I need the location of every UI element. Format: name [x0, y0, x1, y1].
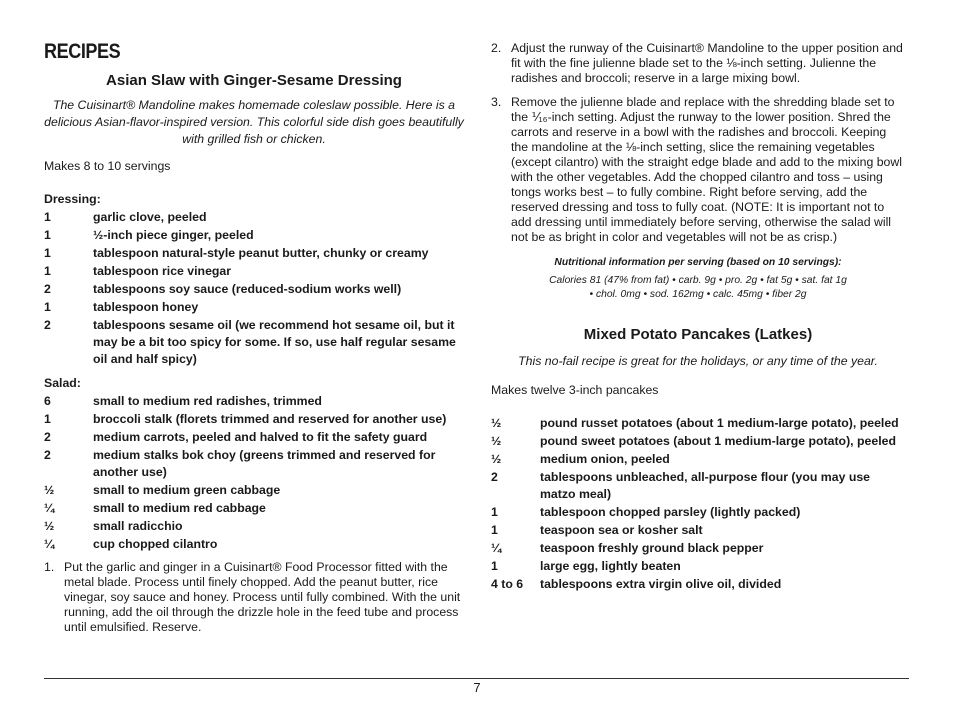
ingredient-row	[44, 209, 464, 226]
ingredient-quantity: 1	[44, 228, 51, 242]
ingredient-quantity: 2	[44, 430, 51, 444]
ingredient-text: cup chopped cilantro	[93, 537, 218, 551]
ingredient-text: broccoli stalk (florets trimmed and reserved for another use)	[93, 412, 447, 426]
ingredient-row	[491, 522, 905, 539]
ingredient-row	[491, 433, 905, 450]
latke-ingredient-list	[491, 415, 905, 593]
ingredient-text: teaspoon sea or kosher salt	[540, 523, 703, 537]
ingredient-row	[44, 411, 464, 428]
recipe-step	[491, 95, 905, 245]
ingredient-quantity: 1	[44, 300, 51, 314]
ingredient-text: small to medium red radishes, trimmed	[93, 394, 322, 408]
ingredient-quantity: 1	[491, 505, 498, 519]
ingredient-text: medium onion, peeled	[540, 452, 670, 466]
ingredient-quantity: 2	[44, 318, 51, 332]
ingredient-row	[44, 263, 464, 280]
ingredient-text: tablespoons soy sauce (reduced-sodium works well)	[93, 282, 402, 296]
ingredient-text: large egg, lightly beaten	[540, 559, 681, 573]
step-number: 2.	[491, 41, 502, 55]
ingredient-text: small to medium red cabbage	[93, 501, 266, 515]
ingredient-text: pound sweet potatoes (about 1 medium-large potato), peeled	[540, 434, 896, 448]
ingredient-quantity: ½	[491, 452, 502, 466]
salad-label: Salad:	[44, 376, 81, 390]
ingredient-quantity: ½	[44, 519, 55, 533]
ingredient-row	[491, 558, 905, 575]
ingredient-row	[491, 451, 905, 468]
step-text: Adjust the runway of the Cuisinart® Mandoline to the upper position and fit with the fine julienne blade set to the ⅛-inch setting. Julienne the radishes and broccoli; reserve in a large mixing bowl.	[511, 41, 903, 85]
recipe-title-asian-slaw: Asian Slaw with Ginger-Sesame Dressing	[106, 72, 402, 89]
ingredient-text: ½-inch piece ginger, peeled	[93, 228, 254, 242]
ingredient-row	[44, 227, 464, 244]
ingredient-row	[44, 447, 464, 481]
nutrition-line: • chol. 0mg • sod. 162mg • calc. 45mg • fiber 2g	[589, 289, 807, 300]
ingredient-text: pound russet potatoes (about 1 medium-large potato), peeled	[540, 416, 899, 430]
ingredient-row	[491, 415, 905, 432]
ingredient-quantity: 1	[44, 412, 51, 426]
page-title: RECIPES	[44, 40, 121, 63]
ingredient-text: teaspoon freshly ground black pepper	[540, 541, 764, 555]
servings-text: Makes twelve 3-inch pancakes	[491, 383, 659, 397]
step-text: Put the garlic and ginger in a Cuisinart® Food Processor fitted with the metal blade. Process until finely chopped. Add the peanut butter, rice vinegar, soy sauce and honey. Process until fully combined. With the unit running, add the oil through the drizzle hole in the feed tube and process until emulsified. Reserve.	[64, 560, 461, 634]
ingredient-quantity: 2	[44, 448, 51, 462]
dressing-ingredient-list	[44, 209, 464, 368]
ingredient-text: tablespoons unbleached, all-purpose flour (you may use matzo meal)	[540, 470, 871, 501]
ingredient-quantity: ¼	[44, 501, 55, 515]
ingredient-text: small radicchio	[93, 519, 183, 533]
step-number: 1.	[44, 560, 55, 574]
ingredient-quantity: ½	[491, 416, 502, 430]
step-number: 3.	[491, 95, 502, 109]
ingredient-row	[44, 536, 464, 553]
ingredient-quantity: 1	[491, 559, 498, 573]
ingredient-row	[44, 518, 464, 535]
salad-ingredient-list	[44, 393, 464, 553]
nutrition-title: Nutritional information per serving (based on 10 servings):	[554, 257, 842, 268]
ingredient-text: tablespoon chopped parsley (lightly packed)	[540, 505, 801, 519]
ingredient-row	[44, 281, 464, 298]
ingredient-text: tablespoons extra virgin olive oil, divided	[540, 577, 782, 591]
recipe-step	[491, 41, 905, 86]
ingredient-quantity: 4 to 6	[491, 577, 524, 591]
ingredient-row	[44, 299, 464, 316]
ingredient-row	[44, 482, 464, 499]
ingredient-text: tablespoon honey	[93, 300, 199, 314]
ingredient-row	[44, 500, 464, 517]
ingredient-text: tablespoons sesame oil (we recommend hot sesame oil, but it may be a bit too spicy for some. If so, use half regular sesame oil and half spicy)	[93, 318, 456, 366]
ingredient-quantity: 1	[491, 523, 498, 537]
page-number: 7	[473, 680, 481, 695]
step-text: Remove the julienne blade and replace with the shredding blade set to the ⅟₁₆-inch setting. Adjust the runway to the lower position. Shred the carrots and reserve in a bowl with the radishes and broccoli. Keeping the mandoline at the ⅛-inch setting, slice the remaining vegetables (except cilantro) with the straight edge blade and add to the mixing bowl with the other vegetables. Add the chopped cilantro and toss – using tongs works best – to fully combine. Right before serving, add the reserved dressing and toss to fully coat. (NOTE: It is important not to add dressing until immediately before serving, otherwise the salad will not be as bright in color and vegetables will not be as crisp.)	[511, 95, 902, 244]
ingredient-quantity: ½	[491, 434, 502, 448]
nutrition-line: Calories 81 (47% from fat) • carb. 9g • pro. 2g • fat 5g • sat. fat 1g	[549, 275, 847, 286]
ingredient-row	[491, 504, 905, 521]
ingredient-quantity: ¼	[44, 537, 55, 551]
ingredient-text: tablespoon natural-style peanut butter, chunky or creamy	[93, 246, 429, 260]
ingredient-quantity: 1	[44, 210, 51, 224]
ingredient-row	[44, 393, 464, 410]
ingredient-text: small to medium green cabbage	[93, 483, 281, 497]
ingredient-row	[491, 576, 905, 593]
ingredient-text: garlic clove, peeled	[93, 210, 207, 224]
left-column	[44, 36, 464, 644]
ingredient-row	[44, 245, 464, 262]
dressing-label: Dressing:	[44, 192, 101, 206]
ingredient-row	[44, 317, 464, 368]
ingredient-row	[491, 540, 905, 557]
ingredient-quantity: 2	[491, 470, 498, 484]
ingredient-quantity: 6	[44, 394, 51, 408]
ingredient-quantity: ½	[44, 483, 55, 497]
ingredient-text: tablespoon rice vinegar	[93, 264, 232, 278]
recipe-intro: This no-fail recipe is great for the holidays, or any time of the year.	[518, 354, 878, 368]
ingredient-text: medium carrots, peeled and halved to fit the safety guard	[93, 430, 428, 444]
ingredient-row	[491, 469, 905, 503]
ingredient-text: medium stalks bok choy (greens trimmed and reserved for another use)	[93, 448, 436, 479]
recipe-intro: The Cuisinart® Mandoline makes homemade coleslaw possible. Here is a delicious Asian-flavor-inspired version. This colorful side dish goes beautifully with grilled fish or chicken.	[44, 98, 464, 146]
ingredient-row	[44, 429, 464, 446]
ingredient-quantity: 1	[44, 246, 51, 260]
servings-text: Makes 8 to 10 servings	[44, 159, 171, 173]
footer-rule	[44, 678, 909, 679]
ingredient-quantity: 1	[44, 264, 51, 278]
ingredient-quantity: ¼	[491, 541, 502, 555]
recipe-title-latkes: Mixed Potato Pancakes (Latkes)	[583, 326, 813, 343]
recipe-step	[44, 560, 464, 635]
ingredient-quantity: 2	[44, 282, 51, 296]
right-column	[491, 36, 905, 594]
